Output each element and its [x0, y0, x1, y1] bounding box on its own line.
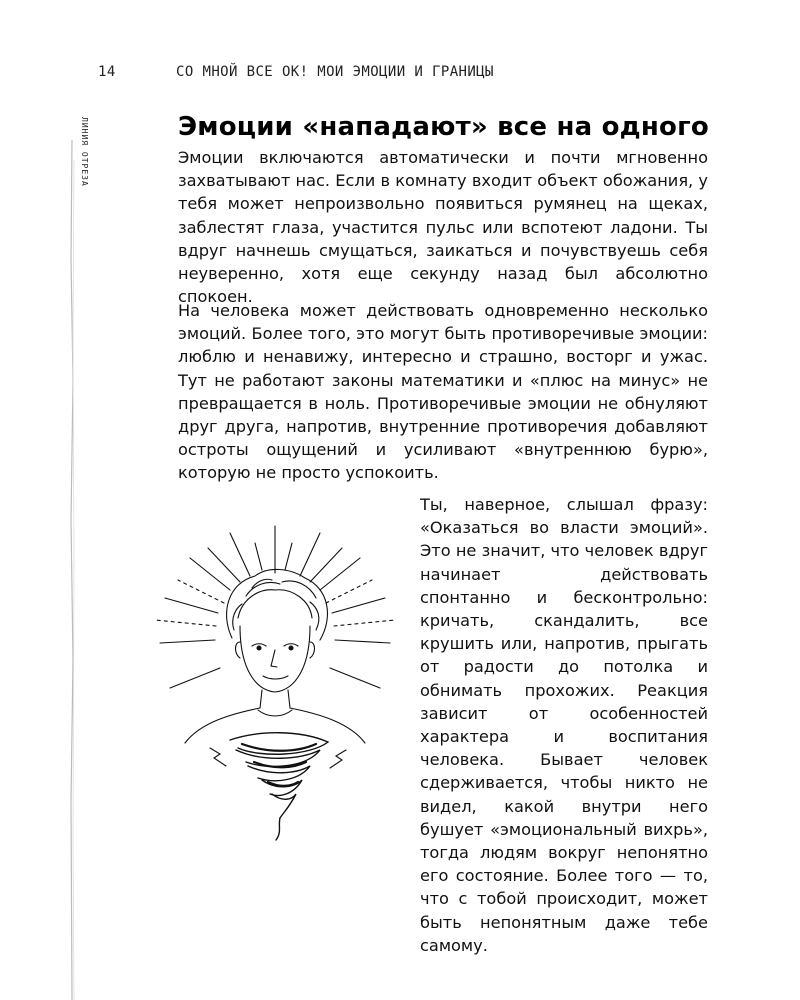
paragraph-2: На человека может действовать одновременно несколько эмоций. Более того, это могут быть противоречивые эмоции: люблю и ненавижу, интересно и страшно, восторг и ужас. Тут не работают законы математики и «плюс на минус» не превращается в ноль. Противоречивые эмоции не обнуляют друг друга, напротив, внутренние противоречия добавляют остроты ощущений и усиливают «внутреннюю бурю», которую не просто успокоить. [178, 301, 708, 483]
page-header [98, 64, 718, 86]
cut-line-label: ЛИНИЯ ОТРЕЗА [80, 117, 89, 187]
page-number: 14 [98, 64, 116, 80]
section-title: Эмоции «нападают» все на одного [178, 112, 709, 142]
running-title: СО МНОЙ ВСЕ ОК! МОИ ЭМОЦИИ И ГРАНИЦЫ [176, 64, 494, 80]
person-whirlwind-illustration-icon [150, 518, 400, 853]
cut-line-icon [68, 140, 76, 1000]
paragraph-1: Эмоции включаются автоматически и почти мгновенно захватывают нас. Если в комнату входит объект обожания, у тебя может непроизвольно появиться румянец на щеках, заблестят глаза, участится пульс или вспотеют ладони. Ты вдруг начнешь смущаться, заикаться и почувствуешь себя неуверенно, хотя еще секунду назад был абсолютно спокоен. [178, 148, 708, 307]
side-paragraph: Ты, наверное, слышал фразу: «Оказаться во власти эмоций». Это не значит, что человек вдруг начинает действовать спонтанно и бесконтрольно: кричать, скандалить, все крушить или, напротив, прыгать от радости до потолка и обнимать прохожих. Реакция зависит от особенностей характера и воспитания человека. Бывает человек сдерживается, чтобы никто не видел, какой внутри него бушует «эмоциональный вихрь», тогда людям вокруг непонятно его состояние. Более того — то, что с тобой происходит, может быть непонятным даже тебе самому. [420, 495, 708, 955]
